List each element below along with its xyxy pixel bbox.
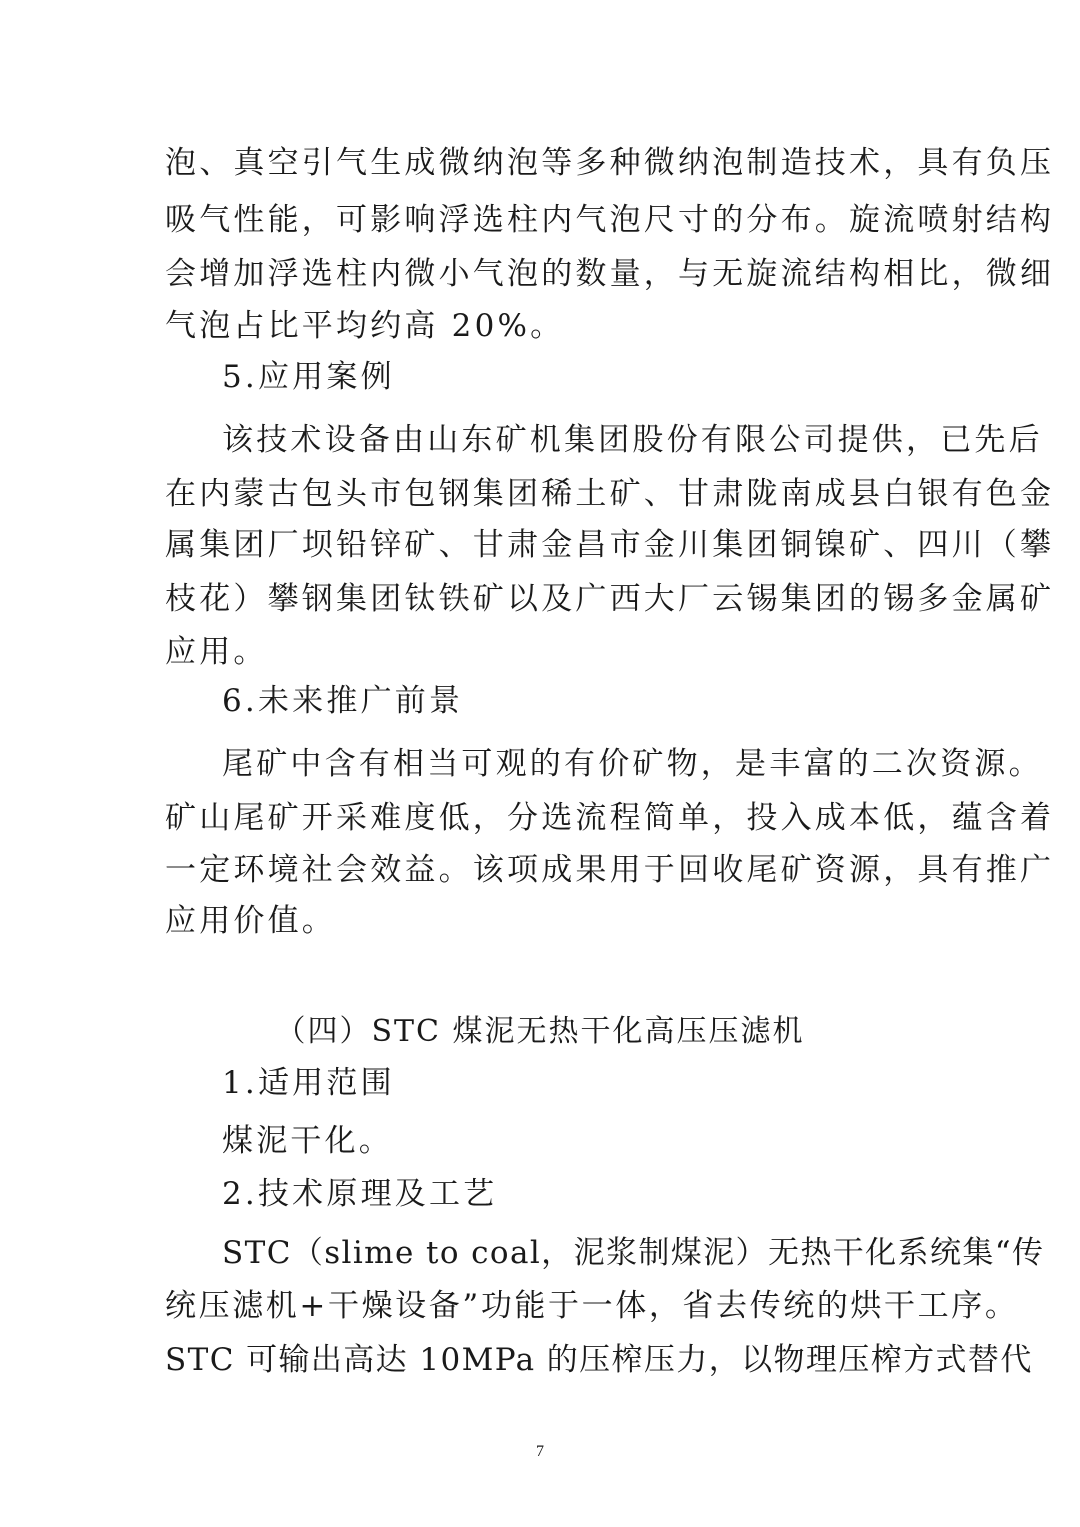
part-title: （四）STC 煤泥无热干化高压压滤机	[275, 1014, 805, 1049]
section-heading: 2.技术原理及工艺	[222, 1176, 498, 1212]
paragraph-line: 吸气性能，可影响浮选柱内气泡尺寸的分布。旋流喷射结构	[165, 202, 1055, 238]
paragraph-line: STC 可输出高达 10MPa 的压榨压力，以物理压榨方式替代	[165, 1342, 1033, 1378]
paragraph-line: 枝花）攀钢集团钛铁矿以及广西大厂云锡集团的锡多金属矿	[165, 581, 1055, 617]
paragraph-line: 统压滤机+干燥设备”功能于一体，省去传统的烘干工序。	[165, 1288, 1019, 1324]
paragraph-line: 应用价值。	[165, 903, 336, 939]
section-heading: 5.应用案例	[222, 359, 395, 395]
paragraph-line: STC（slime to coal，泥浆制煤泥）无热干化系统集“传	[222, 1235, 1045, 1271]
paragraph-line: 一定环境社会效益。该项成果用于回收尾矿资源，具有推广	[165, 852, 1055, 888]
paragraph-line: 煤泥干化。	[222, 1123, 393, 1159]
paragraph-line: 属集团厂坝铅锌矿、甘肃金昌市金川集团铜镍矿、四川（攀	[165, 527, 1055, 563]
paragraph-line: 尾矿中含有相当可观的有价矿物，是丰富的二次资源。	[222, 746, 1043, 782]
section-heading: 1.适用范围	[222, 1065, 395, 1101]
paragraph-line: 会增加浮选柱内微小气泡的数量，与无旋流结构相比，微细	[165, 256, 1055, 292]
paragraph-line: 矿山尾矿开采难度低，分选流程简单，投入成本低，蕴含着	[165, 800, 1055, 836]
paragraph-line: 在内蒙古包头市包钢集团稀土矿、甘肃陇南成县白银有色金	[165, 476, 1055, 512]
paragraph-line: 泡、真空引气生成微纳泡等多种微纳泡制造技术，具有负压	[165, 145, 1055, 181]
section-heading: 6.未来推广前景	[222, 683, 464, 719]
paragraph-line: 气泡占比平均约高 20%。	[165, 308, 565, 344]
page-number: 7	[536, 1443, 544, 1460]
paragraph-line: 应用。	[165, 634, 268, 670]
paragraph-line: 该技术设备由山东矿机集团股份有限公司提供，已先后	[222, 422, 1043, 458]
